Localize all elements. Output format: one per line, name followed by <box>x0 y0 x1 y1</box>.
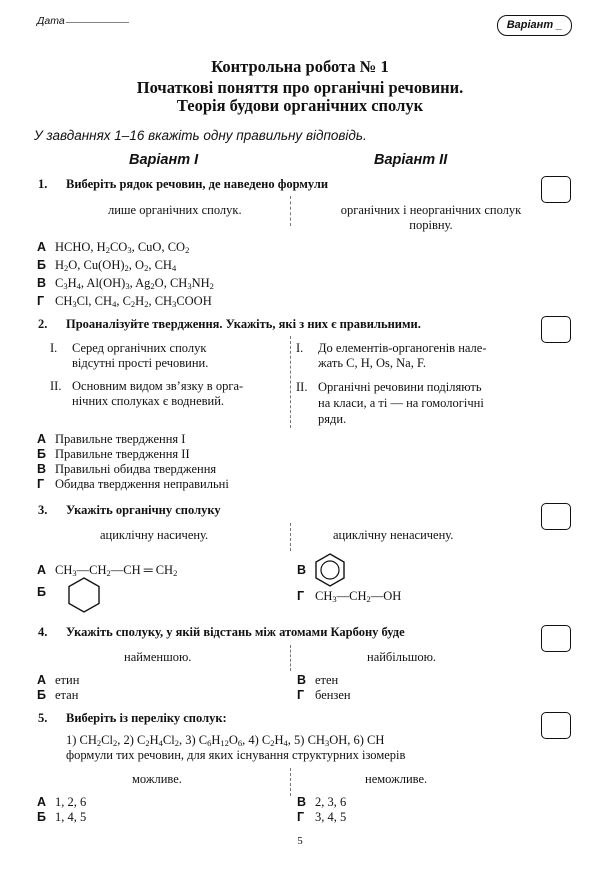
q1-option-a-letter: А <box>37 240 47 254</box>
q2-option-b-letter: Б <box>37 447 46 461</box>
instruction: У завданнях 1–16 вкажіть одну правильну відповідь. <box>34 128 367 143</box>
q4-number: 4. <box>38 625 48 639</box>
cyclohexane-structure[interactable] <box>66 576 102 614</box>
q2-option-v-letter: В <box>37 462 47 476</box>
q2-left-statement-2: II. Основним видом зв’язку в орга- нічних сполуках є водневий. <box>50 379 244 408</box>
q2-option-a-text: Правильне твердження I <box>55 432 186 446</box>
q5-option-a[interactable] <box>37 795 86 810</box>
q2-number: 2. <box>38 317 48 331</box>
variant-badge[interactable]: Варіант _ <box>497 15 572 36</box>
q5-option-g-text: 3, 4, 5 <box>315 810 347 824</box>
q5-option-g-letter: Г <box>297 810 305 824</box>
q1-option-g-formula: $CH_3Cl$, $CH_4$, $C_2H_2$, $CH_3COOH$ <box>55 294 212 309</box>
q1-option-b-letter: Б <box>37 258 46 272</box>
q4-option-b-letter: Б <box>37 688 46 702</box>
q2-left-statement-1: I. Серед органічних сполук відсутні прості речовини. <box>50 341 209 370</box>
q2-option-a-letter: А <box>37 432 47 446</box>
subtitle-line-2: Теорія будови органічних сполук <box>176 96 424 115</box>
q5-compound-list: 1) $CH_2Cl_2$, 2) $C_2H_4Cl_2$, 3) $C_6H_{12}O_6$, 4) $C_2H_4$, 5) $CH_3OH$, 6) CH <box>66 733 385 748</box>
q1-option-v-formula: $C_3H_4$, $Al(OH)_3$, $Ag_2O$, $CH_3NH_2$ <box>55 276 214 291</box>
page-number: 5 <box>297 835 303 847</box>
q3-variant2-text: ациклічну ненасичену. <box>333 528 454 542</box>
date-label: Дата <box>37 15 65 27</box>
q1-option-g-letter: Г <box>37 294 45 308</box>
q3-number: 3. <box>38 503 48 517</box>
q4-option-a-letter: А <box>37 673 47 687</box>
q1-option-a-formula: HCHO, $H_2CO_3$, CuO, $CO_2$ <box>55 240 190 255</box>
q3-divider <box>290 523 291 551</box>
q3-option-a-letter: А <box>37 563 47 577</box>
page-title: Контрольна робота № 1 <box>211 57 389 76</box>
q5-option-v-text: 2, 3, 6 <box>315 795 347 809</box>
q5-option-b[interactable] <box>37 810 86 825</box>
q4-variant2-text: найбільшою. <box>367 650 437 664</box>
q4-option-g-text: бензен <box>315 688 351 702</box>
q2-answer-box[interactable] <box>541 316 571 343</box>
q2-question: Проаналізуйте твердження. Укажіть, які з них є правильними. <box>66 317 421 331</box>
subtitle-line-1: Початкові поняття про органічні речовини. <box>136 78 464 97</box>
q3-option-g-formula: $CH_3—CH_2—OH$ <box>315 589 402 604</box>
q3-question: Укажіть органічну сполуку <box>66 503 221 517</box>
q2-option-a[interactable] <box>37 432 185 447</box>
q5-option-a-letter: А <box>37 795 47 809</box>
q2-divider <box>290 336 291 428</box>
q2-option-g[interactable] <box>37 477 229 492</box>
q5-number: 5. <box>38 711 48 725</box>
q1-option-b[interactable] <box>37 258 176 273</box>
q2-option-v[interactable] <box>37 462 216 477</box>
q4-option-b[interactable] <box>37 688 78 703</box>
q3-answer-box[interactable] <box>541 503 571 530</box>
q5-variant1-text: можливе. <box>132 772 182 786</box>
q2-option-g-text: Обидва твердження неправильні <box>55 477 229 491</box>
q3-option-b-letter: Б <box>37 585 46 599</box>
q5-divider <box>290 768 291 796</box>
q4-answer-box[interactable] <box>541 625 571 652</box>
q1-divider <box>290 196 291 226</box>
q5-variant2-text: неможливе. <box>365 772 428 786</box>
q3-option-b[interactable] <box>37 585 55 600</box>
q4-option-g[interactable] <box>297 688 351 703</box>
q1-option-a[interactable] <box>37 240 189 255</box>
variant-2-heading: Варіант II <box>374 152 448 168</box>
q3-option-v-letter: В <box>297 563 307 577</box>
q2-option-b[interactable] <box>37 447 190 462</box>
q2-option-g-letter: Г <box>37 477 45 491</box>
benzene-structure[interactable] <box>313 552 347 588</box>
q1-option-g[interactable] <box>37 294 212 309</box>
q5-question: Виберіть із переліку сполук: <box>66 711 227 725</box>
q5-option-v-letter: В <box>297 795 307 809</box>
q4-option-v-text: етен <box>315 673 339 687</box>
q1-variant2-text <box>300 203 562 233</box>
q1-question: Виберіть рядок речовин, де наведено формули <box>66 177 329 191</box>
q3-option-a-formula: $CH_3—CH_2—CH$ ═ $CH_2$ <box>55 563 178 578</box>
q1-option-b-formula: $H_2O$, $Cu(OH)_2$, $O_2$, $CH_4$ <box>55 258 177 273</box>
q5-answer-box[interactable] <box>541 712 571 739</box>
q4-option-a[interactable] <box>37 673 79 688</box>
q1-option-v[interactable] <box>37 276 214 291</box>
q1-variant2-line1: органічних і неорганічних сполук <box>340 203 522 217</box>
q5-compound-list-line2: формули тих речовин, для яких існування структурних ізомерів <box>66 748 406 762</box>
q1-answer-box[interactable] <box>541 176 571 203</box>
q3-option-g-letter: Г <box>297 589 305 603</box>
q4-option-g-letter: Г <box>297 688 305 702</box>
q4-option-b-text: етан <box>55 688 79 702</box>
q2-right-statement-1: I. До елементів-органогенів нале- жать C, H, Os, Na, F. <box>296 341 487 370</box>
q4-option-a-text: етин <box>55 673 80 687</box>
q3-option-a[interactable] <box>37 563 177 578</box>
variant-1-heading: Варіант I <box>129 152 199 168</box>
q1-variant1-text: лише органічних сполук. <box>108 203 242 217</box>
q2-option-b-text: Правильне твердження II <box>55 447 190 461</box>
q5-option-v[interactable] <box>297 795 346 810</box>
q5-option-g[interactable] <box>297 810 346 825</box>
q2-right-statement-2: II. Органічні речовини поділяють на класи, а ті — на гомологічні ряди. <box>296 380 484 426</box>
q1-variant2-line2: порівну. <box>409 218 453 232</box>
q5-option-b-letter: Б <box>37 810 46 824</box>
q4-option-v[interactable] <box>297 673 338 688</box>
date-blank[interactable]: ____________ <box>66 13 129 24</box>
q3-variant1-text: ациклічну насичену. <box>100 528 209 542</box>
q1-option-v-letter: В <box>37 276 47 290</box>
q5-option-b-text: 1, 4, 5 <box>55 810 87 824</box>
q3-option-g[interactable] <box>297 589 401 604</box>
q4-divider <box>290 645 291 671</box>
q5-option-a-text: 1, 2, 6 <box>55 795 87 809</box>
q4-question: Укажіть сполуку, у якій відстань між атомами Карбону буде <box>66 625 405 639</box>
q4-option-v-letter: В <box>297 673 307 687</box>
q2-option-v-text: Правильні обидва твердження <box>55 462 217 476</box>
q1-number: 1. <box>38 177 48 191</box>
q4-variant1-text: найменшою. <box>124 650 192 664</box>
